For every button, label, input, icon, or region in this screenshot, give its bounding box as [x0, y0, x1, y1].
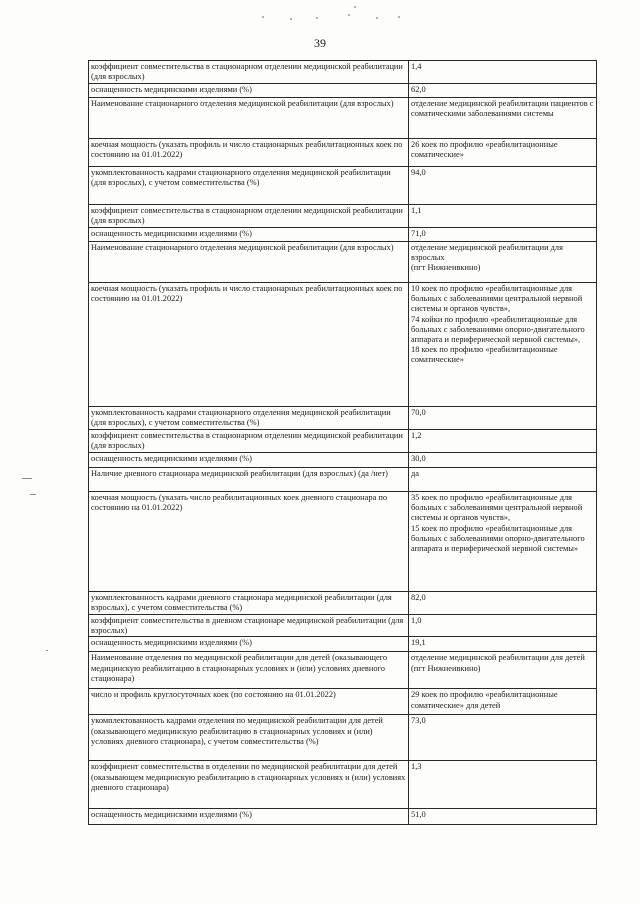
row-value: 1,2	[409, 430, 597, 453]
row-label: Наличие дневного стационара медицинской реабилитации (для взрослых) (да /нет)	[89, 468, 409, 492]
table-row	[89, 761, 597, 809]
row-label: коечная мощность (указать профиль и число стационарных реабилитационных коек по состоянию на 01.01.2022)	[89, 283, 409, 407]
row-value: 94,0	[409, 167, 597, 205]
row-label: коэффициент совместительства в дневном стационаре медицинской реабилитации (для взрослых)	[89, 615, 409, 637]
row-value: отделение медицинской реабилитации для взрослых (пгт Нижнеивкино)	[409, 242, 597, 283]
table-row	[89, 592, 597, 615]
row-value: 26 коек по профилю «реабилитационные соматические»	[409, 139, 597, 167]
margin-mark	[30, 494, 36, 495]
row-value: 71,0	[409, 228, 597, 242]
row-label: Наименование отделения по медицинской реабилитации для детей (оказывающего медицинскую реабилитацию в стационарных условиях и (или) условиях дневного стационара)	[89, 652, 409, 689]
table-row	[89, 139, 597, 167]
row-value: да	[409, 468, 597, 492]
row-value: 35 коек по профилю «реабилитационные для больных с заболеваниями центральной нервной системы и органов чувств», 15 коек по профилю «реабилитационные для больных с заболеваниями опорно-двигательного аппарата и периферической нервной системы»	[409, 492, 597, 592]
rehabilitation-indicators-table	[88, 60, 597, 825]
row-label: укомплектованность кадрами дневного стационара медицинской реабилитации (для взрослых), с учетом совместительства (%)	[89, 592, 409, 615]
row-value: 30,0	[409, 453, 597, 468]
table-row	[89, 407, 597, 430]
row-value: 51,0	[409, 809, 597, 825]
table-row	[89, 84, 597, 98]
table-row	[89, 98, 597, 139]
row-label: оснащенность медицинскими изделиями (%)	[89, 809, 409, 825]
row-label: коечная мощность (указать число реабилитационных коек дневного стационара по состоянию на 01.01.2022)	[89, 492, 409, 592]
table-row	[89, 453, 597, 468]
scan-artifacts	[250, 4, 410, 24]
row-value: 1,3	[409, 761, 597, 809]
row-value: отделение медицинской реабилитации пациентов с соматическими заболеваниями системы	[409, 98, 597, 139]
row-value: 82,0	[409, 592, 597, 615]
table-row	[89, 652, 597, 689]
row-value: 70,0	[409, 407, 597, 430]
table-row	[89, 468, 597, 492]
table-row	[89, 637, 597, 652]
row-label: коэффициент совместительства в стационарном отделении медицинской реабилитации (для взрослых)	[89, 430, 409, 453]
row-label: оснащенность медицинскими изделиями (%)	[89, 453, 409, 468]
row-label: число и профиль круглосуточных коек (по состоянию на 01.01.2022)	[89, 689, 409, 715]
table-row	[89, 430, 597, 453]
margin-mark	[46, 650, 48, 651]
table-row	[89, 242, 597, 283]
page-number: 39	[314, 36, 326, 50]
row-value: 73,0	[409, 715, 597, 761]
table-row	[89, 167, 597, 205]
row-label: оснащенность медицинскими изделиями (%)	[89, 84, 409, 98]
row-label: укомплектованность кадрами стационарного отделения медицинской реабилитации (для взрослых), с учетом совместительства (%)	[89, 167, 409, 205]
row-value: 1,4	[409, 61, 597, 84]
row-value: 29 коек по профилю «реабилитационные соматические» для детей	[409, 689, 597, 715]
row-label: коечная мощность (указать профиль и число стационарных реабилитационных коек по состоянию на 01.01.2022)	[89, 139, 409, 167]
table-row	[89, 61, 597, 84]
table-row	[89, 715, 597, 761]
margin-mark	[22, 478, 32, 479]
table-row	[89, 615, 597, 637]
row-label: укомплектованность кадрами стационарного отделения медицинской реабилитации (для взрослых), с учетом совместительства (%)	[89, 407, 409, 430]
row-label: коэффициент совместительства в стационарном отделении медицинской реабилитации (для взрослых)	[89, 205, 409, 228]
row-label: укомплектованность кадрами отделения по медицинской реабилитации для детей (оказывающего медицинскую реабилитацию в стационарных условиях и (или) условиях дневного стационара), с учетом совместительства (%)	[89, 715, 409, 761]
row-value: 1,1	[409, 205, 597, 228]
row-label: коэффициент совместительства в отделении по медицинской реабилитации для детей (оказывающем медицинскую реабилитацию в стационарных условиях и (или) условиях дневного стационара)	[89, 761, 409, 809]
table-row	[89, 205, 597, 228]
row-value: 62,0	[409, 84, 597, 98]
table-row	[89, 809, 597, 825]
row-label: Наименование стационарного отделения медицинской реабилитации (для взрослых)	[89, 242, 409, 283]
row-value: 19,1	[409, 637, 597, 652]
row-label: оснащенность медицинскими изделиями (%)	[89, 637, 409, 652]
row-value: 1,0	[409, 615, 597, 637]
table-row	[89, 689, 597, 715]
row-label: оснащенность медицинскими изделиями (%)	[89, 228, 409, 242]
table-row	[89, 228, 597, 242]
table-row	[89, 283, 597, 407]
row-value: отделение медицинской реабилитации для детей (пгт Нижнеивкино)	[409, 652, 597, 689]
table-row	[89, 492, 597, 592]
row-label: Наименование стационарного отделения медицинской реабилитации (для взрослых)	[89, 98, 409, 139]
row-value: 10 коек по профилю «реабилитационные для больных с заболеваниями центральной нервной системы и органов чувств», 74 койки по профилю «реабилитационные для больных с заболеваниями опорно-двигательного аппарата и периферической нервной системы», 18 коек по профилю «реабилитационные соматические»	[409, 283, 597, 407]
row-label: коэффициент совместительства в стационарном отделении медицинской реабилитации (для взрослых)	[89, 61, 409, 84]
